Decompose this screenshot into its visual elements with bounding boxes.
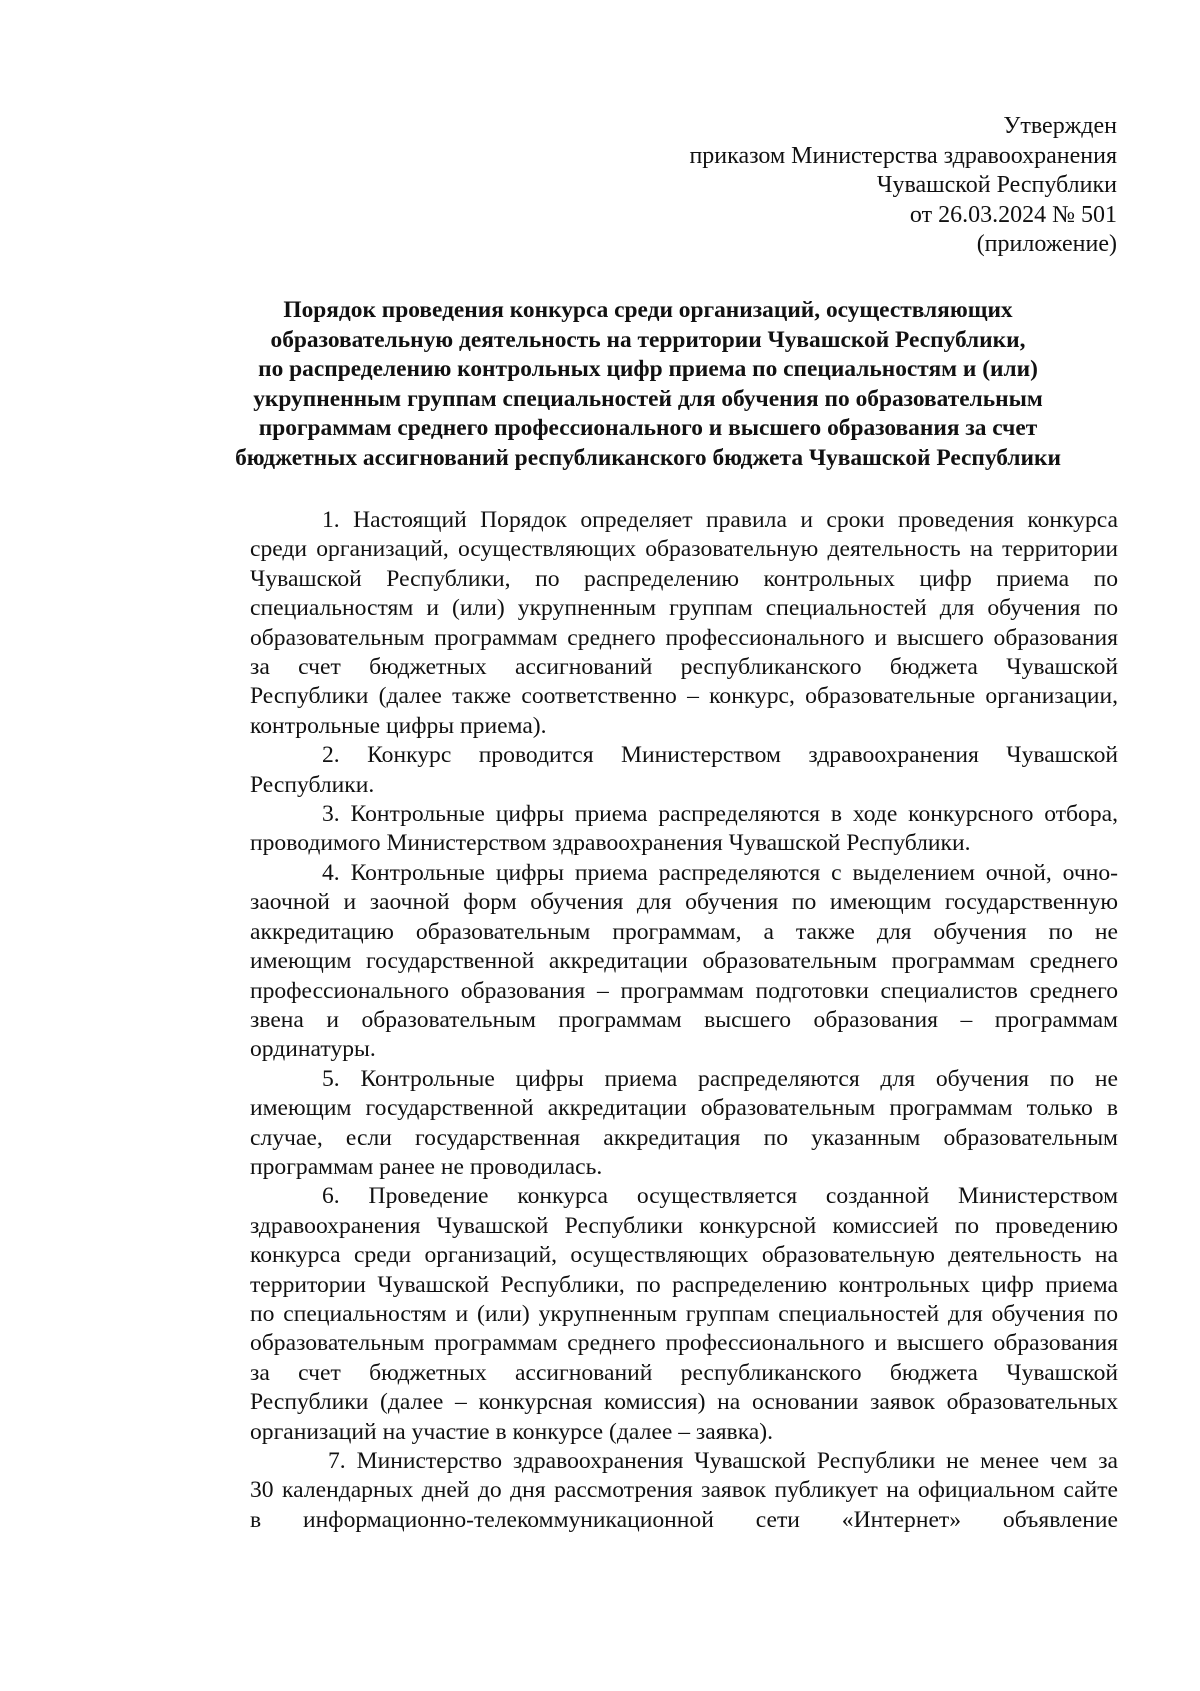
paragraph-line: имеющим государственной аккредитации образовательным программам среднего — [250, 948, 1118, 975]
paragraph-line: 1. Настоящий Порядок определяет правила и сроки проведения конкурса — [322, 507, 1118, 533]
paragraph-line: Республики (далее также соответственно – конкурс, образовательные организации, — [250, 683, 1118, 710]
paragraph-7 — [178, 1447, 1118, 1535]
title-line: укрупненным группам специальностей для обучения по образовательным — [253, 385, 1043, 412]
paragraph-line: звена и образовательным программам высшего образования – программам — [250, 1006, 1118, 1033]
paragraph-3 — [178, 800, 1118, 859]
paragraph-4 — [178, 859, 1118, 1065]
paragraph-line: 4. Контрольные цифры приема распределяются с выделением очной, очно- — [322, 859, 1118, 886]
paragraph-line: 5. Контрольные цифры приема распределяются для обучения по не — [322, 1065, 1118, 1092]
paragraph-line: здравоохранения Чувашской Республики конкурсной комиссией по проведению — [250, 1212, 1118, 1239]
paragraph-line: контрольные цифры приема). — [250, 712, 547, 739]
paragraph-line: Республики. — [250, 771, 375, 798]
paragraph-line: 7. Министерство здравоохранения Чувашской Республики не менее чем за — [328, 1448, 1118, 1474]
approval-line-order: приказом Министерства здравоохранения — [689, 142, 1117, 169]
approval-stamp-block — [689, 112, 1117, 260]
paragraph-line: имеющим государственной аккредитации образовательным программам только в — [250, 1095, 1118, 1122]
paragraph-line: программам ранее не проводилась. — [250, 1153, 603, 1180]
paragraph-line: Чувашской Республики, по распределению контрольных цифр приема по — [250, 565, 1118, 592]
paragraph-line: заочной и заочной форм обучения для обучения по имеющим государственную — [250, 889, 1118, 916]
paragraph-line: ординатуры. — [250, 1036, 376, 1063]
title-line: образовательную деятельность на территории Чувашской Республики, — [270, 326, 1026, 353]
approval-line-approved: Утвержден — [1003, 113, 1117, 139]
paragraph-line: проводимого Министерством здравоохранения Чувашской Республики. — [250, 830, 971, 857]
paragraph-line: случае, если государственная аккредитация по указанным образовательным — [250, 1124, 1118, 1151]
paragraph-line: образовательным программам среднего профессионального и высшего образования — [250, 1330, 1118, 1357]
paragraph-line: за счет бюджетных ассигнований республиканского бюджета Чувашской — [250, 1359, 1118, 1386]
document-body — [178, 506, 1118, 1535]
paragraph-line: специальностям и (или) укрупненным группам специальностей для обучения по — [250, 595, 1118, 622]
title-line: Порядок проведения конкурса среди организаций, осуществляющих — [283, 297, 1013, 323]
paragraph-line: 30 календарных дней до дня рассмотрения заявок публикует на официальном сайте — [250, 1477, 1118, 1504]
paragraph-line: профессионального образования – программам подготовки специалистов среднего — [250, 977, 1118, 1004]
paragraph-line: конкурса среди организаций, осуществляющих образовательную деятельность на — [250, 1242, 1118, 1269]
approval-line-date-number: от 26.03.2024 № 501 — [909, 201, 1117, 228]
paragraph-line: по специальностям и (или) укрупненным группам специальностей для обучения по — [250, 1300, 1118, 1327]
paragraph-line: в информационно-телекоммуникационной сети «Интернет» объявление — [250, 1506, 1118, 1533]
paragraph-line: организаций на участие в конкурсе (далее – заявка). — [250, 1418, 774, 1445]
paragraph-line: 3. Контрольные цифры приема распределяются в ходе конкурсного отбора, — [322, 801, 1118, 828]
paragraph-line: 2. Конкурс проводится Министерством здравоохранения Чувашской — [322, 742, 1118, 769]
paragraph-line: территории Чувашской Республики, по распределению контрольных цифр приема — [250, 1271, 1118, 1298]
paragraph-line: среди организаций, осуществляющих образовательную деятельность на территории — [250, 536, 1118, 563]
title-line: бюджетных ассигнований республиканского бюджета Чувашской Республики — [235, 444, 1061, 471]
approval-line-republic: Чувашской Республики — [876, 172, 1117, 198]
title-line: по распределению контрольных цифр приема по специальностям и (или) — [258, 356, 1038, 383]
paragraph-line: аккредитацию образовательным программам, а также для обучения по не — [250, 918, 1118, 945]
approval-line-appendix: (приложение) — [976, 231, 1117, 257]
document-title — [178, 296, 1118, 474]
paragraph-1 — [178, 506, 1118, 741]
paragraph-6 — [178, 1182, 1118, 1447]
paragraph-line: образовательным программам среднего профессионального и высшего образования — [250, 624, 1118, 651]
paragraph-5 — [178, 1065, 1118, 1183]
paragraph-line: 6. Проведение конкурса осуществляется созданной Министерством — [322, 1183, 1118, 1210]
paragraph-line: Республики (далее – конкурсная комиссия) на основании заявок образовательных — [250, 1389, 1118, 1416]
paragraph-line: за счет бюджетных ассигнований республиканского бюджета Чувашской — [250, 654, 1118, 681]
paragraph-2 — [178, 741, 1118, 800]
title-line: программам среднего профессионального и высшего образования за счет — [258, 415, 1038, 442]
